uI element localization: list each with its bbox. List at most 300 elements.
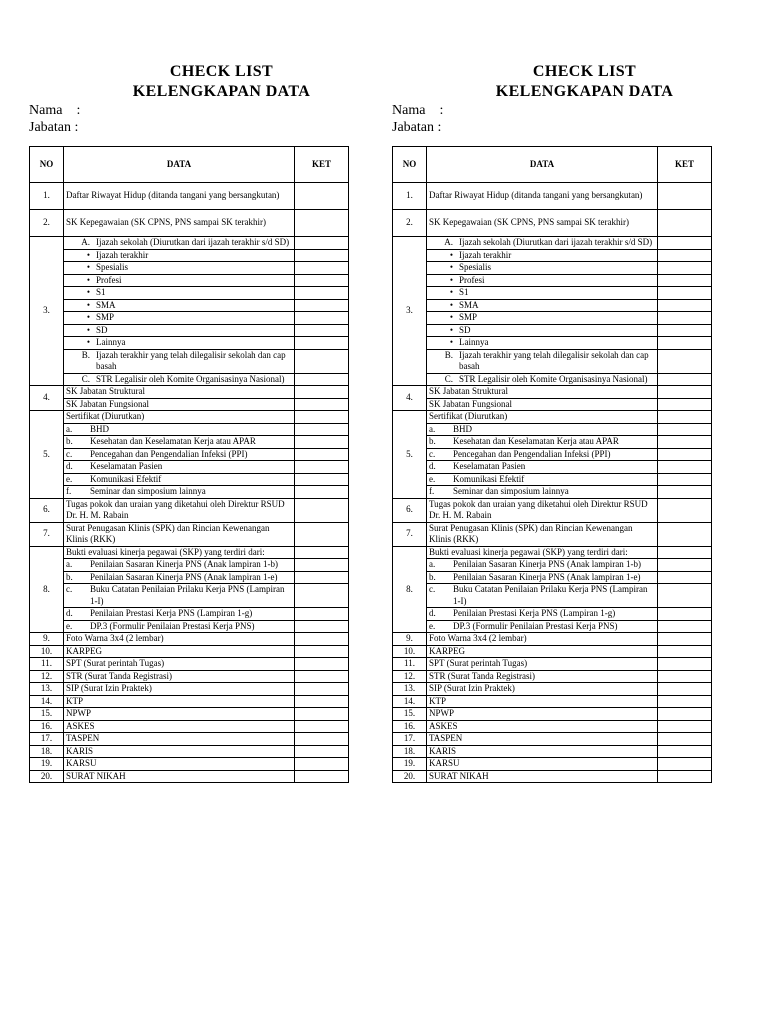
row-item: STR (Surat Tanda Registrasi) [64, 670, 295, 683]
table-row [393, 349, 712, 373]
row-item: KARSU [427, 758, 658, 771]
row-item [427, 237, 658, 250]
item-text: Penilaian Sasaran Kinerja PNS (Anak lampiran 1-b) [90, 559, 278, 569]
table-row [393, 461, 712, 474]
row-item [427, 262, 658, 275]
ket-cell[interactable] [295, 436, 349, 449]
table-row [30, 658, 349, 671]
row-number: 15. [30, 708, 64, 721]
ket-cell[interactable] [658, 486, 712, 499]
ket-cell[interactable] [295, 349, 349, 373]
item-text: Pencegahan dan Pengendalian Infeksi (PPI) [90, 448, 248, 459]
table-row [30, 670, 349, 683]
table-row [393, 448, 712, 461]
row-item: SK Kepegawaian (SK CPNS, PNS sampai SK terakhir) [64, 210, 295, 237]
ket-cell[interactable] [295, 287, 349, 300]
ket-cell[interactable] [658, 733, 712, 746]
item-marker: a. [429, 423, 436, 434]
ket-cell[interactable] [295, 386, 349, 399]
ket-cell[interactable] [295, 411, 349, 424]
table-row [393, 571, 712, 584]
ket-cell[interactable] [295, 373, 349, 386]
item-text: Komunikasi Efektif [453, 473, 525, 484]
item-text: Ijazah sekolah (Diurutkan dari ijazah terakhir s/d SD) [459, 237, 653, 247]
ket-cell[interactable] [658, 262, 712, 275]
table-row [30, 683, 349, 696]
ket-cell[interactable] [295, 770, 349, 783]
item-text: Kesehatan dan Keselamatan Kerja atau APAR [90, 436, 256, 446]
item-marker: B. [444, 349, 453, 360]
item-marker: d. [66, 461, 73, 471]
nama-field [392, 102, 732, 119]
ket-cell[interactable] [295, 183, 349, 210]
item-text: Profesi [96, 274, 122, 285]
item-marker: b. [66, 436, 73, 446]
row-number: 17. [393, 733, 427, 746]
item-text: Ijazah terakhir [96, 249, 149, 260]
row-number: 9. [30, 633, 64, 646]
table-row [30, 274, 349, 287]
row-item: SURAT NIKAH [427, 770, 658, 783]
row-number: 2. [30, 210, 64, 237]
row-item [427, 349, 658, 373]
item-text: Seminar dan simposium lainnya [90, 486, 206, 496]
item-text: Ijazah terakhir yang telah dilegalisir sekolah dan cap basah [459, 349, 649, 371]
row-number: 20. [30, 770, 64, 783]
item-text: Penilaian Prestasi Kerja PNS (Lampiran 1-g) [90, 608, 253, 618]
table-row [30, 645, 349, 658]
header-data: DATA [64, 147, 295, 183]
table-row [30, 633, 349, 646]
item-marker: c. [429, 448, 436, 459]
row-item [64, 571, 295, 584]
ket-cell[interactable] [658, 571, 712, 584]
row-item [427, 448, 658, 461]
row-item [427, 584, 658, 608]
ket-cell[interactable] [658, 312, 712, 325]
ket-cell[interactable] [658, 210, 712, 237]
table-row [393, 620, 712, 633]
row-item: SPT (Surat perintah Tugas) [427, 658, 658, 671]
row-number: 9. [393, 633, 427, 646]
row-item: NPWP [427, 708, 658, 721]
item-text: SD [459, 324, 471, 335]
ket-cell[interactable] [658, 745, 712, 758]
ket-cell[interactable] [295, 299, 349, 312]
table-row [393, 720, 712, 733]
table-row [30, 324, 349, 337]
ket-cell[interactable] [295, 274, 349, 287]
ket-cell[interactable] [658, 608, 712, 621]
jabatan-field: Jabatan : [29, 120, 79, 135]
row-item: Foto Warna 3x4 (2 lembar) [64, 633, 295, 646]
table-row [393, 645, 712, 658]
ket-cell[interactable] [295, 745, 349, 758]
item-text: Penilaian Sasaran Kinerja PNS (Anak lampiran 1-e) [90, 571, 278, 582]
row-number: 11. [30, 658, 64, 671]
row-number: 19. [30, 758, 64, 771]
ket-cell[interactable] [295, 423, 349, 436]
table-row [30, 461, 349, 474]
table-row [393, 423, 712, 436]
ket-cell[interactable] [658, 349, 712, 373]
table-header-row [30, 147, 349, 183]
table-row [30, 571, 349, 584]
row-number: 5. [30, 411, 64, 499]
ket-cell[interactable] [295, 546, 349, 559]
ket-cell[interactable] [658, 670, 712, 683]
ket-cell[interactable] [658, 658, 712, 671]
item-text: SD [96, 324, 108, 335]
row-number: 14. [393, 695, 427, 708]
row-item [427, 324, 658, 337]
header-data: DATA [427, 147, 658, 183]
item-text: STR Legalisir oleh Komite Organisasinya Nasional) [96, 373, 285, 384]
table-row [393, 262, 712, 275]
row-number: 13. [30, 683, 64, 696]
item-text: Keselamatan Pasien [453, 461, 526, 471]
table-row [30, 299, 349, 312]
table-row [30, 745, 349, 758]
form-title-line2: KELENGKAPAN DATA [495, 83, 674, 100]
ket-cell[interactable] [295, 695, 349, 708]
table-row [393, 584, 712, 608]
bullet-icon: • [449, 274, 453, 285]
table-row [393, 473, 712, 486]
row-item: Tugas pokok dan uraian yang diketahui oleh Direktur RSUD Dr. H. M. Rabain [427, 498, 658, 522]
table-header-row [393, 147, 712, 183]
header-ket: KET [295, 147, 349, 183]
ket-cell[interactable] [295, 645, 349, 658]
table-row [393, 486, 712, 499]
row-number: 4. [30, 386, 64, 411]
bullet-icon: • [449, 249, 453, 260]
ket-cell[interactable] [658, 249, 712, 262]
ket-cell[interactable] [295, 210, 349, 237]
ket-cell[interactable] [658, 584, 712, 608]
ket-cell[interactable] [658, 287, 712, 300]
table-row [393, 411, 712, 424]
ket-cell[interactable] [295, 633, 349, 646]
ket-cell[interactable] [658, 386, 712, 399]
row-item [64, 373, 295, 386]
ket-cell[interactable] [295, 498, 349, 522]
ket-cell[interactable] [658, 633, 712, 646]
ket-cell[interactable] [295, 461, 349, 474]
table-row [393, 398, 712, 411]
table-row [393, 758, 712, 771]
bullet-icon: • [86, 287, 90, 297]
row-item [427, 287, 658, 300]
row-item [64, 337, 295, 350]
item-text: SMP [96, 312, 115, 322]
row-item [64, 312, 295, 325]
ket-cell[interactable] [295, 559, 349, 572]
ket-cell[interactable] [658, 770, 712, 783]
bullet-icon: • [86, 312, 90, 322]
item-marker: c. [66, 448, 73, 459]
row-item: Foto Warna 3x4 (2 lembar) [427, 633, 658, 646]
item-text: SMP [459, 312, 478, 322]
ket-cell[interactable] [658, 423, 712, 436]
nama-colon: : [439, 103, 444, 118]
row-item [427, 571, 658, 584]
ket-cell[interactable] [295, 720, 349, 733]
ket-cell[interactable] [658, 274, 712, 287]
row-number: 11. [393, 658, 427, 671]
bullet-icon: • [86, 249, 90, 260]
table-row [30, 608, 349, 621]
ket-cell[interactable] [295, 262, 349, 275]
row-item [64, 436, 295, 449]
ket-cell[interactable] [295, 337, 349, 350]
row-item [64, 620, 295, 633]
table-row [393, 386, 712, 399]
bullet-icon: • [86, 324, 90, 335]
ket-cell[interactable] [658, 758, 712, 771]
ket-cell[interactable] [658, 183, 712, 210]
header-no: NO [30, 147, 64, 183]
table-row [393, 733, 712, 746]
table-row [393, 683, 712, 696]
item-marker: b. [429, 571, 436, 582]
row-item: KARIS [427, 745, 658, 758]
row-number: 10. [30, 645, 64, 658]
table-row [30, 237, 349, 250]
row-number: 2. [393, 210, 427, 237]
table-row [30, 183, 349, 210]
ket-cell[interactable] [658, 411, 712, 424]
row-number: 10. [393, 645, 427, 658]
ket-cell[interactable] [295, 708, 349, 721]
ket-cell[interactable] [658, 473, 712, 486]
item-marker: B. [81, 349, 90, 360]
ket-cell[interactable] [295, 670, 349, 683]
row-item: SURAT NIKAH [64, 770, 295, 783]
row-item [427, 608, 658, 621]
row-item: KTP [64, 695, 295, 708]
row-item [427, 373, 658, 386]
nama-label: Nama [29, 103, 63, 118]
table-row [30, 249, 349, 262]
table-row [393, 436, 712, 449]
ket-cell[interactable] [658, 373, 712, 386]
checklist-table [29, 146, 349, 783]
row-item: SPT (Surat perintah Tugas) [64, 658, 295, 671]
ket-cell[interactable] [295, 733, 349, 746]
item-marker: b. [429, 436, 436, 446]
ket-cell[interactable] [658, 436, 712, 449]
ket-cell[interactable] [295, 522, 349, 546]
ket-cell[interactable] [658, 695, 712, 708]
ket-cell[interactable] [295, 448, 349, 461]
item-marker: f. [429, 486, 435, 496]
row-item [64, 324, 295, 337]
form-title-line2: KELENGKAPAN DATA [132, 83, 311, 100]
row-number: 8. [30, 546, 64, 633]
ket-cell[interactable] [295, 249, 349, 262]
header-no: NO [393, 147, 427, 183]
table-row [393, 633, 712, 646]
table-row [30, 398, 349, 411]
item-marker: C. [81, 373, 90, 384]
row-number: 6. [393, 498, 427, 522]
row-item [64, 349, 295, 373]
row-number: 16. [393, 720, 427, 733]
ket-cell[interactable] [295, 584, 349, 608]
table-row [30, 720, 349, 733]
table-row [30, 436, 349, 449]
checklist-form-right [392, 62, 732, 783]
table-row [30, 423, 349, 436]
ket-cell[interactable] [295, 683, 349, 696]
item-text: Penilaian Sasaran Kinerja PNS (Anak lampiran 1-e) [453, 571, 641, 582]
item-text: SMA [459, 299, 479, 310]
row-item: Surat Penugasan Klinis (SPK) dan Rincian Kewenangan Klinis (RKK) [427, 522, 658, 546]
checklist-form-left [29, 62, 369, 783]
ket-cell[interactable] [295, 486, 349, 499]
table-row [393, 237, 712, 250]
row-item [427, 337, 658, 350]
table-row [393, 210, 712, 237]
bullet-icon: • [449, 312, 453, 322]
ket-cell[interactable] [295, 620, 349, 633]
bullet-icon: • [449, 262, 453, 272]
row-number: 3. [393, 237, 427, 386]
row-item [427, 312, 658, 325]
ket-cell[interactable] [658, 683, 712, 696]
ket-cell[interactable] [658, 720, 712, 733]
bullet-icon: • [449, 299, 453, 310]
table-row [30, 386, 349, 399]
table-row [393, 274, 712, 287]
table-row [393, 658, 712, 671]
table-row [393, 373, 712, 386]
table-row [30, 708, 349, 721]
item-marker: e. [66, 473, 73, 484]
ket-cell[interactable] [658, 620, 712, 633]
item-text: SMA [96, 299, 116, 310]
ket-cell[interactable] [658, 324, 712, 337]
item-text: Buku Catatan Penilaian Prilaku Kerja PNS (Lampiran 1-I) [90, 584, 285, 606]
ket-cell[interactable] [658, 522, 712, 546]
header-ket: KET [658, 147, 712, 183]
row-item [64, 486, 295, 499]
ket-cell[interactable] [295, 758, 349, 771]
row-item [427, 249, 658, 262]
ket-cell[interactable] [658, 237, 712, 250]
item-marker: d. [66, 608, 73, 618]
ket-cell[interactable] [295, 324, 349, 337]
row-item: SK Jabatan Struktural [64, 386, 295, 399]
ket-cell[interactable] [658, 546, 712, 559]
ket-cell[interactable] [658, 708, 712, 721]
row-number: 1. [393, 183, 427, 210]
row-item: NPWP [64, 708, 295, 721]
item-marker: c. [429, 584, 436, 594]
table-row [30, 210, 349, 237]
table-row [30, 559, 349, 572]
row-item [64, 299, 295, 312]
table-row [30, 349, 349, 373]
row-item: SK Jabatan Fungsional [427, 398, 658, 411]
row-item: Daftar Riwayat Hidup (ditanda tangani yang bersangkutan) [64, 183, 295, 210]
row-item: ASKES [427, 720, 658, 733]
table-row [393, 249, 712, 262]
item-text: Ijazah terakhir [459, 249, 512, 260]
nama-colon: : [76, 103, 81, 118]
item-text: Keselamatan Pasien [90, 461, 163, 471]
checklist-table [392, 146, 712, 783]
item-text: BHD [90, 423, 110, 434]
item-text: Spesialis [96, 262, 129, 272]
ket-cell[interactable] [658, 645, 712, 658]
row-item: KARIS [64, 745, 295, 758]
table-row [30, 620, 349, 633]
row-item: STR (Surat Tanda Registrasi) [427, 670, 658, 683]
ket-cell[interactable] [658, 299, 712, 312]
ket-cell[interactable] [658, 498, 712, 522]
item-marker: b. [66, 571, 73, 582]
row-number: 14. [30, 695, 64, 708]
item-marker: d. [429, 608, 436, 618]
row-item: SIP (Surat Izin Praktek) [427, 683, 658, 696]
item-text: S1 [96, 287, 106, 297]
ket-cell[interactable] [658, 461, 712, 474]
item-text: DP.3 (Formulir Penilaian Prestasi Kerja PNS) [453, 620, 618, 631]
row-number: 16. [30, 720, 64, 733]
ket-cell[interactable] [295, 312, 349, 325]
table-row [30, 522, 349, 546]
ket-cell[interactable] [295, 398, 349, 411]
item-marker: e. [66, 620, 73, 631]
ket-cell[interactable] [295, 608, 349, 621]
row-number: 18. [30, 745, 64, 758]
row-number: 13. [393, 683, 427, 696]
ket-cell[interactable] [658, 337, 712, 350]
ket-cell[interactable] [658, 559, 712, 572]
row-item [427, 486, 658, 499]
item-text: STR Legalisir oleh Komite Organisasinya Nasional) [459, 373, 648, 384]
table-row [30, 337, 349, 350]
table-row [393, 770, 712, 783]
ket-cell[interactable] [658, 448, 712, 461]
bullet-icon: • [86, 299, 90, 310]
row-item [64, 237, 295, 250]
ket-cell[interactable] [295, 237, 349, 250]
item-text: Pencegahan dan Pengendalian Infeksi (PPI) [453, 448, 611, 459]
row-item [64, 448, 295, 461]
ket-cell[interactable] [295, 571, 349, 584]
row-item [427, 423, 658, 436]
row-number: 15. [393, 708, 427, 721]
row-item [427, 274, 658, 287]
row-item [427, 299, 658, 312]
table-row [30, 262, 349, 275]
row-item: TASPEN [64, 733, 295, 746]
ket-cell[interactable] [295, 658, 349, 671]
form-title-line1: CHECK LIST [169, 63, 274, 80]
ket-cell[interactable] [295, 473, 349, 486]
table-row [393, 745, 712, 758]
item-text: Kesehatan dan Keselamatan Kerja atau APAR [453, 436, 619, 446]
bullet-icon: • [449, 337, 453, 347]
row-number: 7. [393, 522, 427, 546]
row-item [427, 620, 658, 633]
ket-cell[interactable] [658, 398, 712, 411]
row-item: KTP [427, 695, 658, 708]
table-row [393, 670, 712, 683]
